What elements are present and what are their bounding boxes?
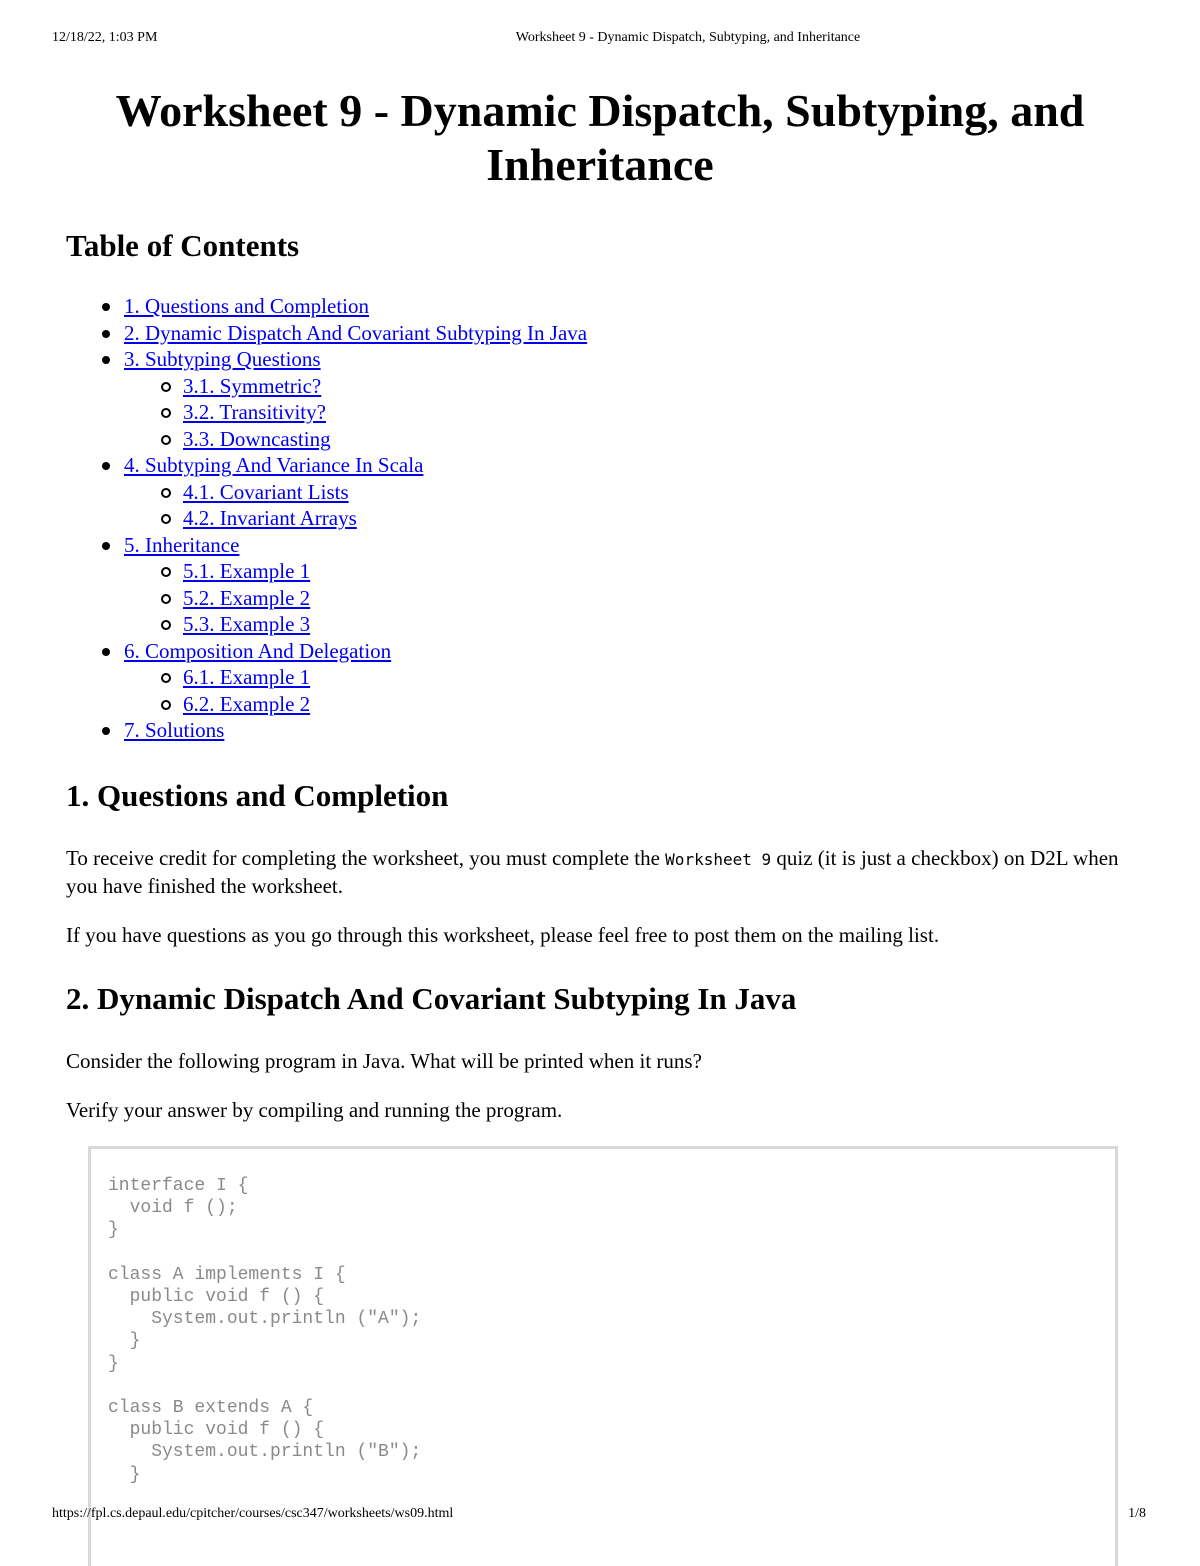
toc-item <box>124 638 587 718</box>
toc-subitem <box>183 691 587 718</box>
code-line: } <box>108 1331 141 1352</box>
code-block <box>88 1146 1118 1566</box>
print-footer <box>0 1506 1200 1526</box>
code-line: class A implements I { <box>108 1264 346 1285</box>
code-line: } <box>108 1464 141 1485</box>
toc-sublink[interactable]: 5.2. Example 2 <box>183 585 311 610</box>
code-line: public void f () { <box>108 1287 325 1307</box>
toc-sublink[interactable]: 3.3. Downcasting <box>183 426 331 451</box>
toc-sublink[interactable]: 6.2. Example 2 <box>183 691 311 716</box>
toc-subitem <box>183 558 587 585</box>
toc-subitem <box>183 585 587 612</box>
toc-sublink[interactable]: 5.1. Example 1 <box>183 559 311 583</box>
toc-item <box>124 346 587 452</box>
code-line: System.out.println ("A"); <box>108 1309 422 1330</box>
toc-item <box>124 320 587 347</box>
paragraph-text: To receive credit for completing the worksheet, you must complete the <box>66 846 666 870</box>
print-url: https://fpl.cs.depaul.edu/cpitcher/courses/csc347/worksheets/ws09.html <box>52 1506 454 1521</box>
section-2-heading: 2. Dynamic Dispatch And Covariant Subtyping In Java <box>66 981 797 1016</box>
toc-sublink[interactable]: 4.1. Covariant Lists <box>183 479 349 504</box>
code-line: public void f () { <box>108 1420 325 1441</box>
toc-sublink[interactable]: 3.1. Symmetric? <box>183 373 322 398</box>
toc-subitem <box>183 399 587 426</box>
toc-sublink[interactable]: 6.1. Example 1 <box>183 665 311 689</box>
code-listing <box>91 1149 1115 1486</box>
code-line: void f (); <box>108 1198 238 1219</box>
section-1-paragraph-1 <box>66 845 1136 900</box>
toc-link[interactable]: 6. Composition And Delegation <box>124 638 392 663</box>
toc-sublink[interactable]: 5.3. Example 3 <box>183 612 311 636</box>
toc-sublink[interactable]: 3.2. Transitivity? <box>183 400 326 424</box>
print-page-title: Worksheet 9 - Dynamic Dispatch, Subtyping, and Inheritance <box>515 30 861 45</box>
toc-item <box>124 293 587 320</box>
inline-code: Worksheet 9 <box>665 850 772 869</box>
toc-link[interactable]: 5. Inheritance <box>124 532 240 557</box>
toc-sublist <box>124 373 587 453</box>
toc-sublist <box>124 479 587 532</box>
section-1-paragraph-2: If you have questions as you go through this worksheet, please feel free to post them on the mailing list. <box>66 923 940 947</box>
toc-link[interactable]: 3. Subtyping Questions <box>124 347 321 371</box>
toc-link[interactable]: 4. Subtyping And Variance In Scala <box>124 453 424 477</box>
code-line <box>108 1242 1115 1264</box>
print-datetime: 12/18/22, 1:03 PM <box>52 30 158 45</box>
toc-subitem <box>183 373 587 400</box>
code-line <box>108 1375 1115 1397</box>
code-line: } <box>108 1353 119 1374</box>
code-line: class B extends A { <box>108 1398 314 1418</box>
page-number: 1/8 <box>1128 1506 1146 1521</box>
toc-subitem <box>183 505 587 532</box>
toc-item <box>124 717 587 744</box>
document-title-line-1: Worksheet 9 - Dynamic Dispatch, Subtyping, and <box>115 85 1085 136</box>
toc-subitem <box>183 426 587 453</box>
section-1-heading: 1. Questions and Completion <box>66 778 449 813</box>
code-line: interface I { <box>108 1176 249 1196</box>
code-line: } <box>108 1220 119 1241</box>
toc-subitem <box>183 664 587 691</box>
paragraph-text: quiz (it is just a checkbox) on D2L when you have finished the worksheet. <box>66 846 1119 898</box>
toc-item <box>124 532 587 638</box>
toc-link[interactable]: 7. Solutions <box>124 718 225 742</box>
toc-sublink[interactable]: 4.2. Invariant Arrays <box>183 506 357 530</box>
table-of-contents <box>124 293 587 744</box>
document-title-line-2: Inheritance <box>486 139 714 190</box>
print-header <box>0 30 1200 50</box>
toc-sublist <box>124 558 587 638</box>
toc-item <box>124 452 587 532</box>
toc-subitem <box>183 479 587 506</box>
toc-subitem <box>183 611 587 638</box>
code-line: System.out.println ("B"); <box>108 1442 422 1463</box>
section-2-paragraph-1: Consider the following program in Java. What will be printed when it runs? <box>66 1049 702 1073</box>
toc-sublist <box>124 664 587 717</box>
toc-link[interactable]: 2. Dynamic Dispatch And Covariant Subtyping In Java <box>124 320 588 345</box>
toc-heading: Table of Contents <box>66 228 300 263</box>
document-title <box>0 84 1200 192</box>
toc-link[interactable]: 1. Questions and Completion <box>124 294 369 318</box>
section-2-paragraph-2: Verify your answer by compiling and running the program. <box>66 1098 563 1122</box>
